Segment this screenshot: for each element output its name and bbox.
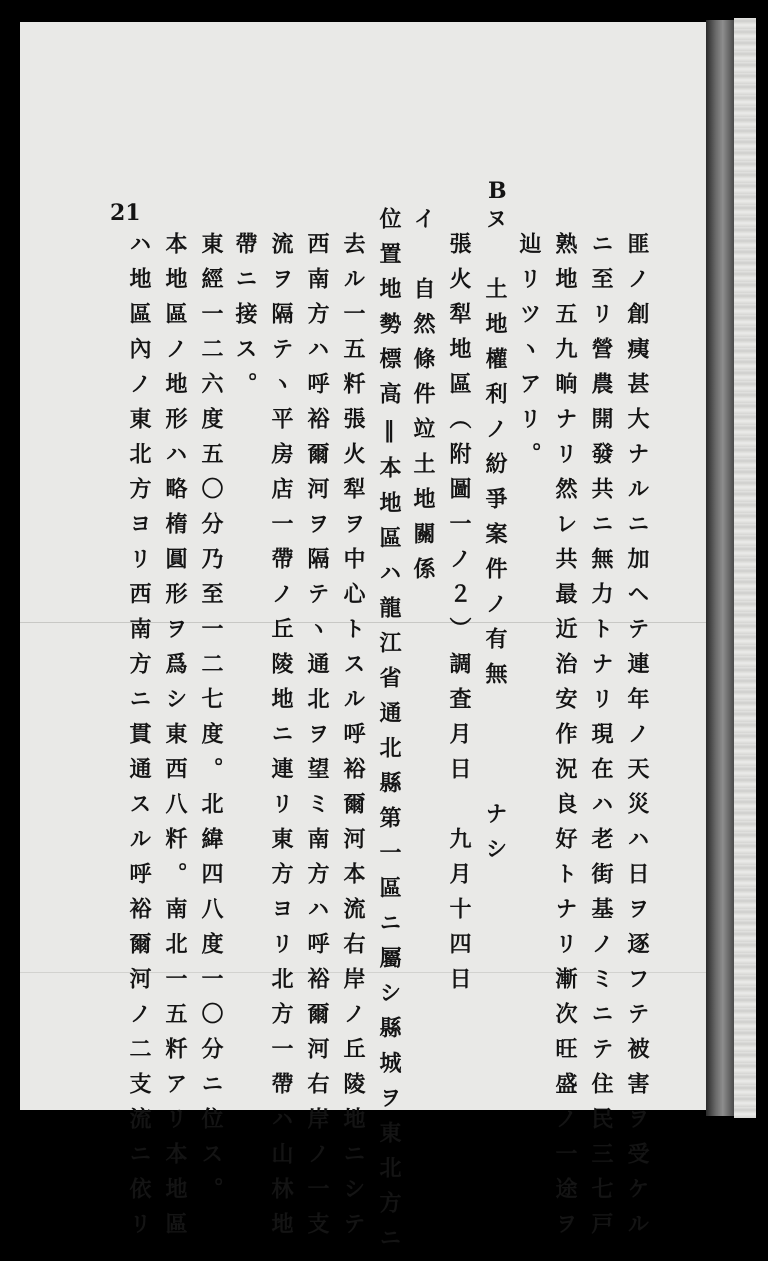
text-column: イ 自然條件竝土地關係 (410, 207, 436, 592)
text-column: 匪ノ創痍甚大ナルニ加ヘテ連年ノ天災ハ日ヲ逐フテ被害ヲ受ケル (624, 232, 650, 1247)
page-number: 21 (110, 200, 141, 226)
text-column: ニ至リ營農開發共ニ無力トナリ現在ハ老街基ノミニテ住民三七戸 (588, 232, 614, 1247)
text-column: 東經一二六度五〇分乃至一二七度。北緯四八度一〇分ニ位ス。 (198, 232, 224, 1212)
text-column: 位置地勢標高‖本地區ハ龍江省通北縣第一區ニ屬シ縣城ヲ東北方ニ (376, 207, 402, 1261)
section-marker: B (488, 178, 507, 204)
text-column: ハ地區內ノ東北方ヨリ西南方ニ貫通スル呼裕爾河ノ二支流ニ依リ (126, 232, 152, 1247)
text-column: 辿リツヽアリ。 (516, 232, 542, 477)
book-spine (706, 20, 734, 1116)
text-column: ヌ 土地權利ノ紛爭案件ノ有無 ナシ (482, 207, 508, 872)
text-column: 熟地五九晌ナリ然レ共最近治安作況良好トナリ漸次旺盛ノ一途ヲ (552, 232, 578, 1247)
text-column: 去ル一五粁張火犁ヲ中心トスル呼裕爾河本流右岸ノ丘陵地ニシテ (340, 232, 366, 1247)
text-column: 帶ニ接ス。 (232, 232, 258, 407)
text-column: 張火犁地區（附圖一ノ２）調査月日 九月十四日 (446, 232, 472, 1002)
text-column: 西南方ハ呼裕爾河ヲ隔テヽ通北ヲ望ミ南方ハ呼裕爾河右岸ノ一支 (304, 232, 330, 1247)
text-column: 本地區ノ地形ハ略楕圓形ヲ爲シ東西八粁。南北一五粁アリ本地區 (162, 232, 188, 1247)
book-edge (734, 18, 756, 1118)
text-column: 流ヲ隔テヽ平房店一帶ノ丘陵地ニ連リ東方ヨリ北方一帶ハ山林地 (268, 232, 294, 1247)
